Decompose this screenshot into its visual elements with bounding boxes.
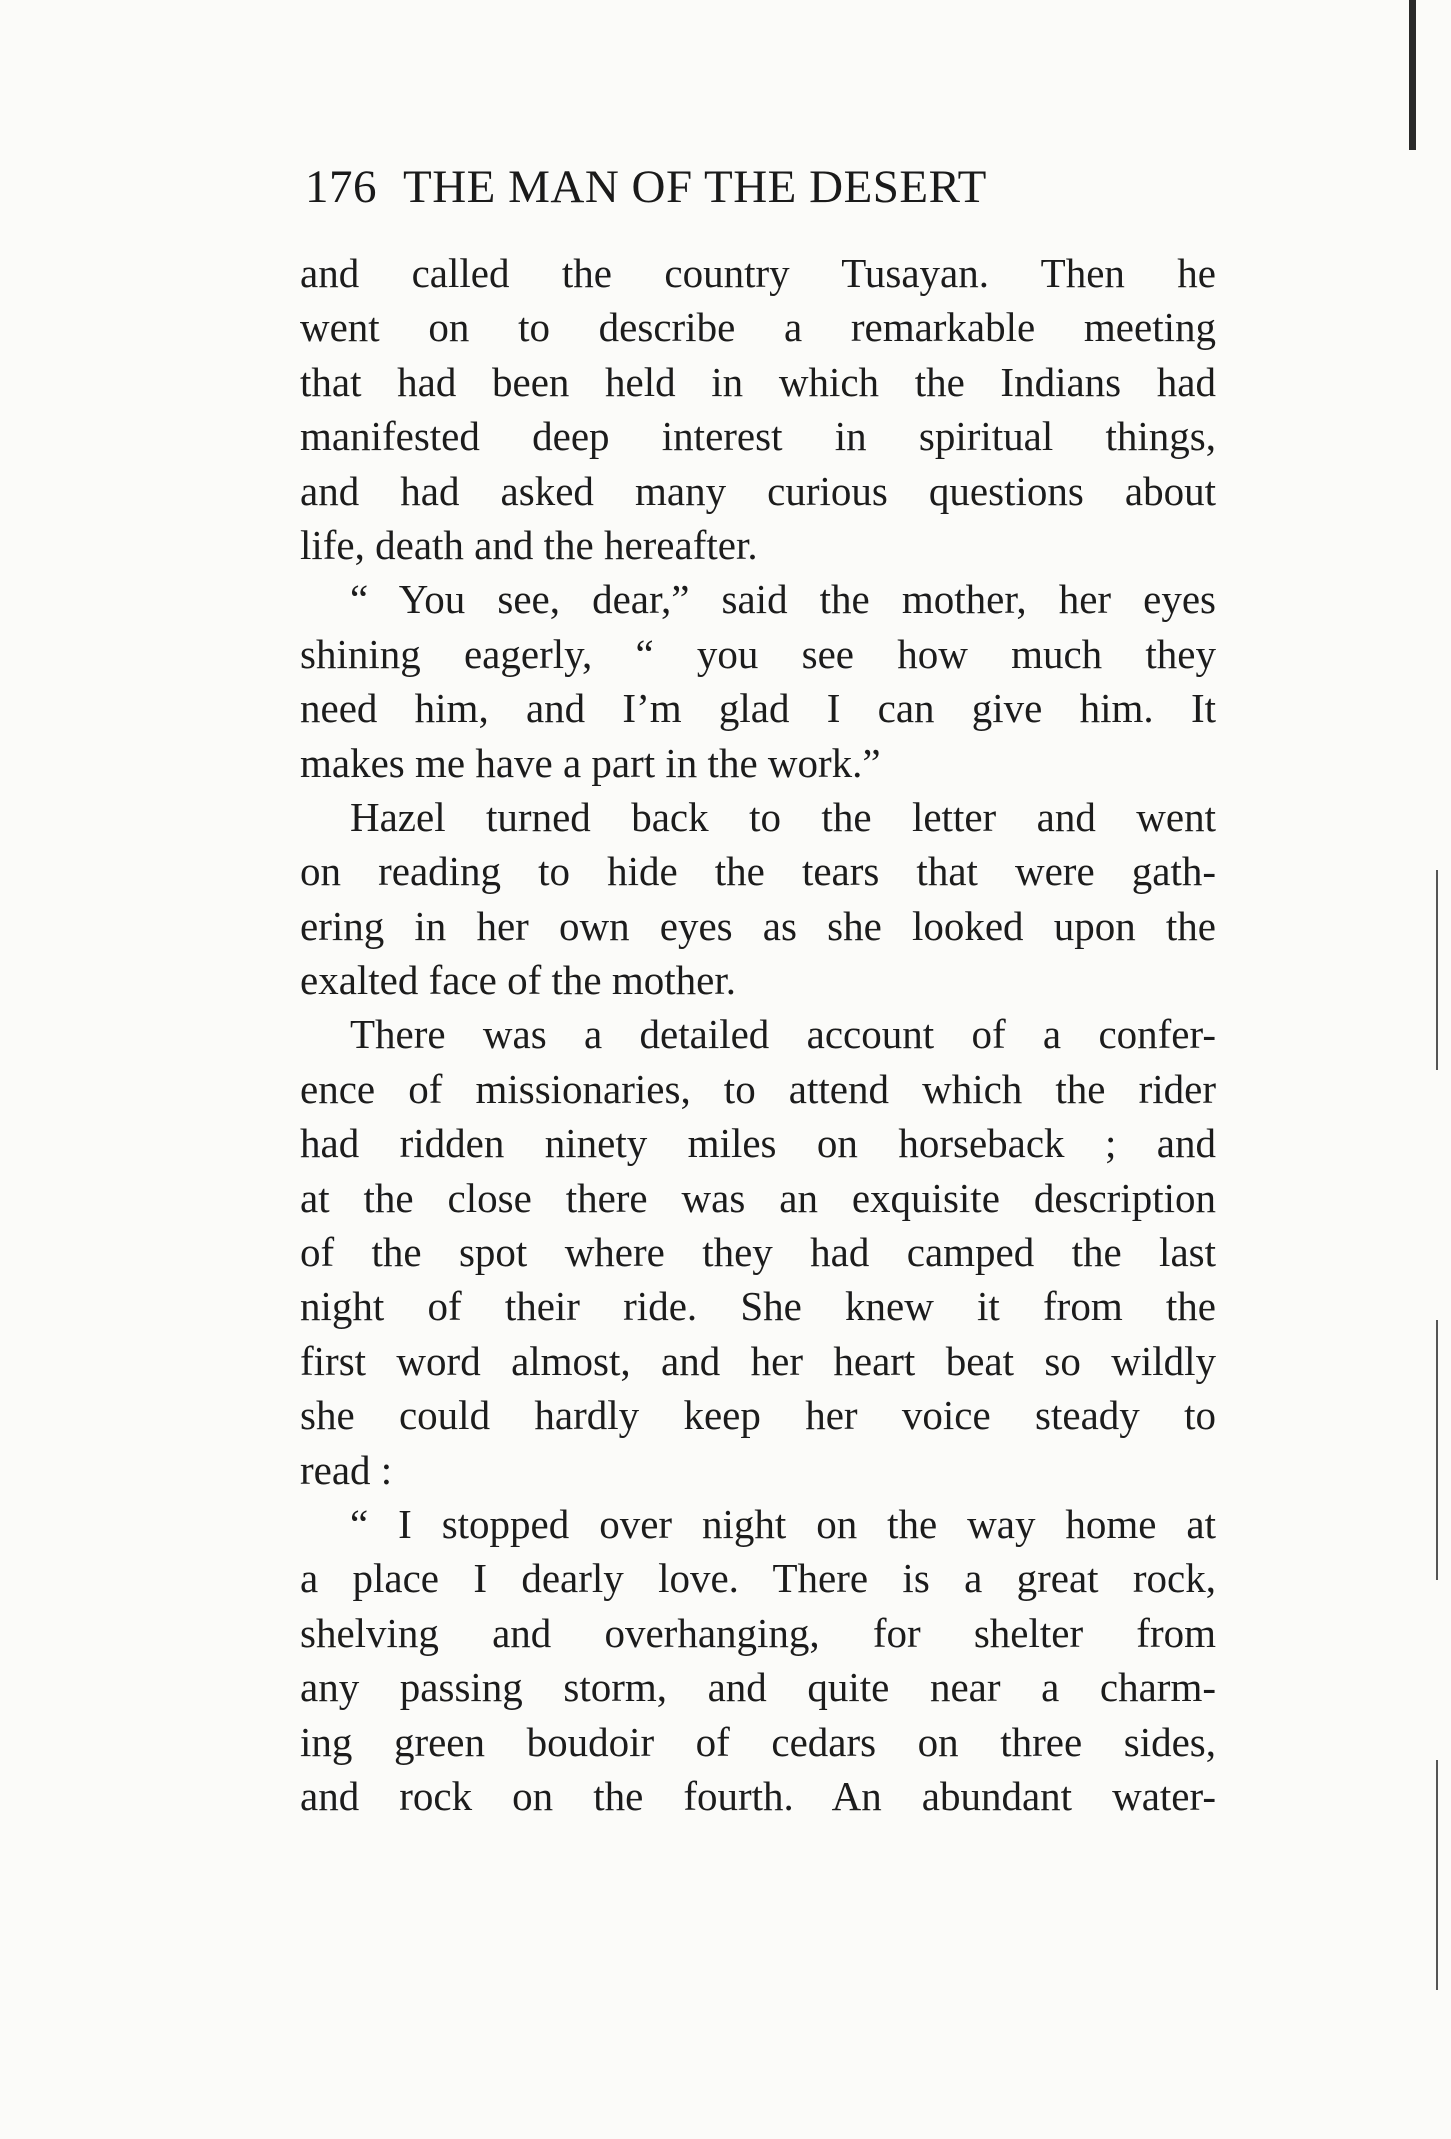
text-line: ering in her own eyes as she looked upon the (300, 902, 1216, 949)
paragraph (300, 572, 1216, 790)
text-line: that had been held in which the Indians had (300, 358, 1216, 405)
text-line: shining eagerly, “ you see how much they (300, 630, 1216, 677)
scan-edge-mark (1436, 1320, 1438, 1580)
scan-edge-mark (1436, 870, 1438, 1070)
text-line: and rock on the fourth. An abundant water- (300, 1772, 1216, 1819)
text-line: and had asked many curious questions about (300, 467, 1216, 514)
text-line: ence of missionaries, to attend which the rider (300, 1065, 1216, 1112)
text-line: first word almost, and her heart beat so wildly (300, 1337, 1216, 1384)
paragraph (300, 1497, 1216, 1823)
text-line: life, death and the hereafter. (300, 521, 758, 568)
text-line: ing green boudoir of cedars on three sides, (300, 1718, 1216, 1765)
text-line: of the spot where they had camped the last (300, 1229, 1216, 1276)
text-line: exalted face of the mother. (300, 957, 736, 1004)
running-head (305, 160, 1215, 214)
text-line: shelving and overhanging, for shelter from (300, 1609, 1216, 1656)
paragraph (300, 246, 1216, 572)
text-line: There was a detailed account of a confer- (350, 1011, 1216, 1058)
page-number: 176 (305, 161, 377, 213)
text-line: “ I stopped over night on the way home at (350, 1500, 1216, 1547)
text-line: she could hardly keep her voice steady to (300, 1392, 1216, 1439)
text-line: Hazel turned back to the letter and went (350, 793, 1216, 840)
text-line: a place I dearly love. There is a great rock, (300, 1555, 1216, 1602)
text-line: went on to describe a remarkable meeting (300, 304, 1216, 351)
paragraph (300, 790, 1216, 1008)
text-line: at the close there was an exquisite description (300, 1174, 1216, 1221)
text-line: night of their ride. She knew it from the (300, 1283, 1216, 1330)
text-line: manifested deep interest in spiritual things, (300, 413, 1216, 460)
text-line: read : (300, 1446, 393, 1493)
text-line: need him, and I’m glad I can give him. It (300, 685, 1216, 732)
text-line: makes me have a part in the work.” (300, 739, 881, 786)
text-line: any passing storm, and quite near a charm- (300, 1664, 1216, 1711)
paragraph (300, 1007, 1216, 1497)
scan-edge-mark (1409, 0, 1416, 150)
body-text (300, 246, 1216, 1823)
book-title: THE MAN OF THE DESERT (403, 161, 987, 213)
text-line: “ You see, dear,” said the mother, her eyes (350, 576, 1216, 623)
text-line: had ridden ninety miles on horseback ; and (300, 1120, 1216, 1167)
text-line: and called the country Tusayan. Then he (300, 250, 1216, 296)
scan-edge-mark (1436, 1760, 1438, 1990)
text-line: on reading to hide the tears that were gath- (300, 848, 1216, 895)
